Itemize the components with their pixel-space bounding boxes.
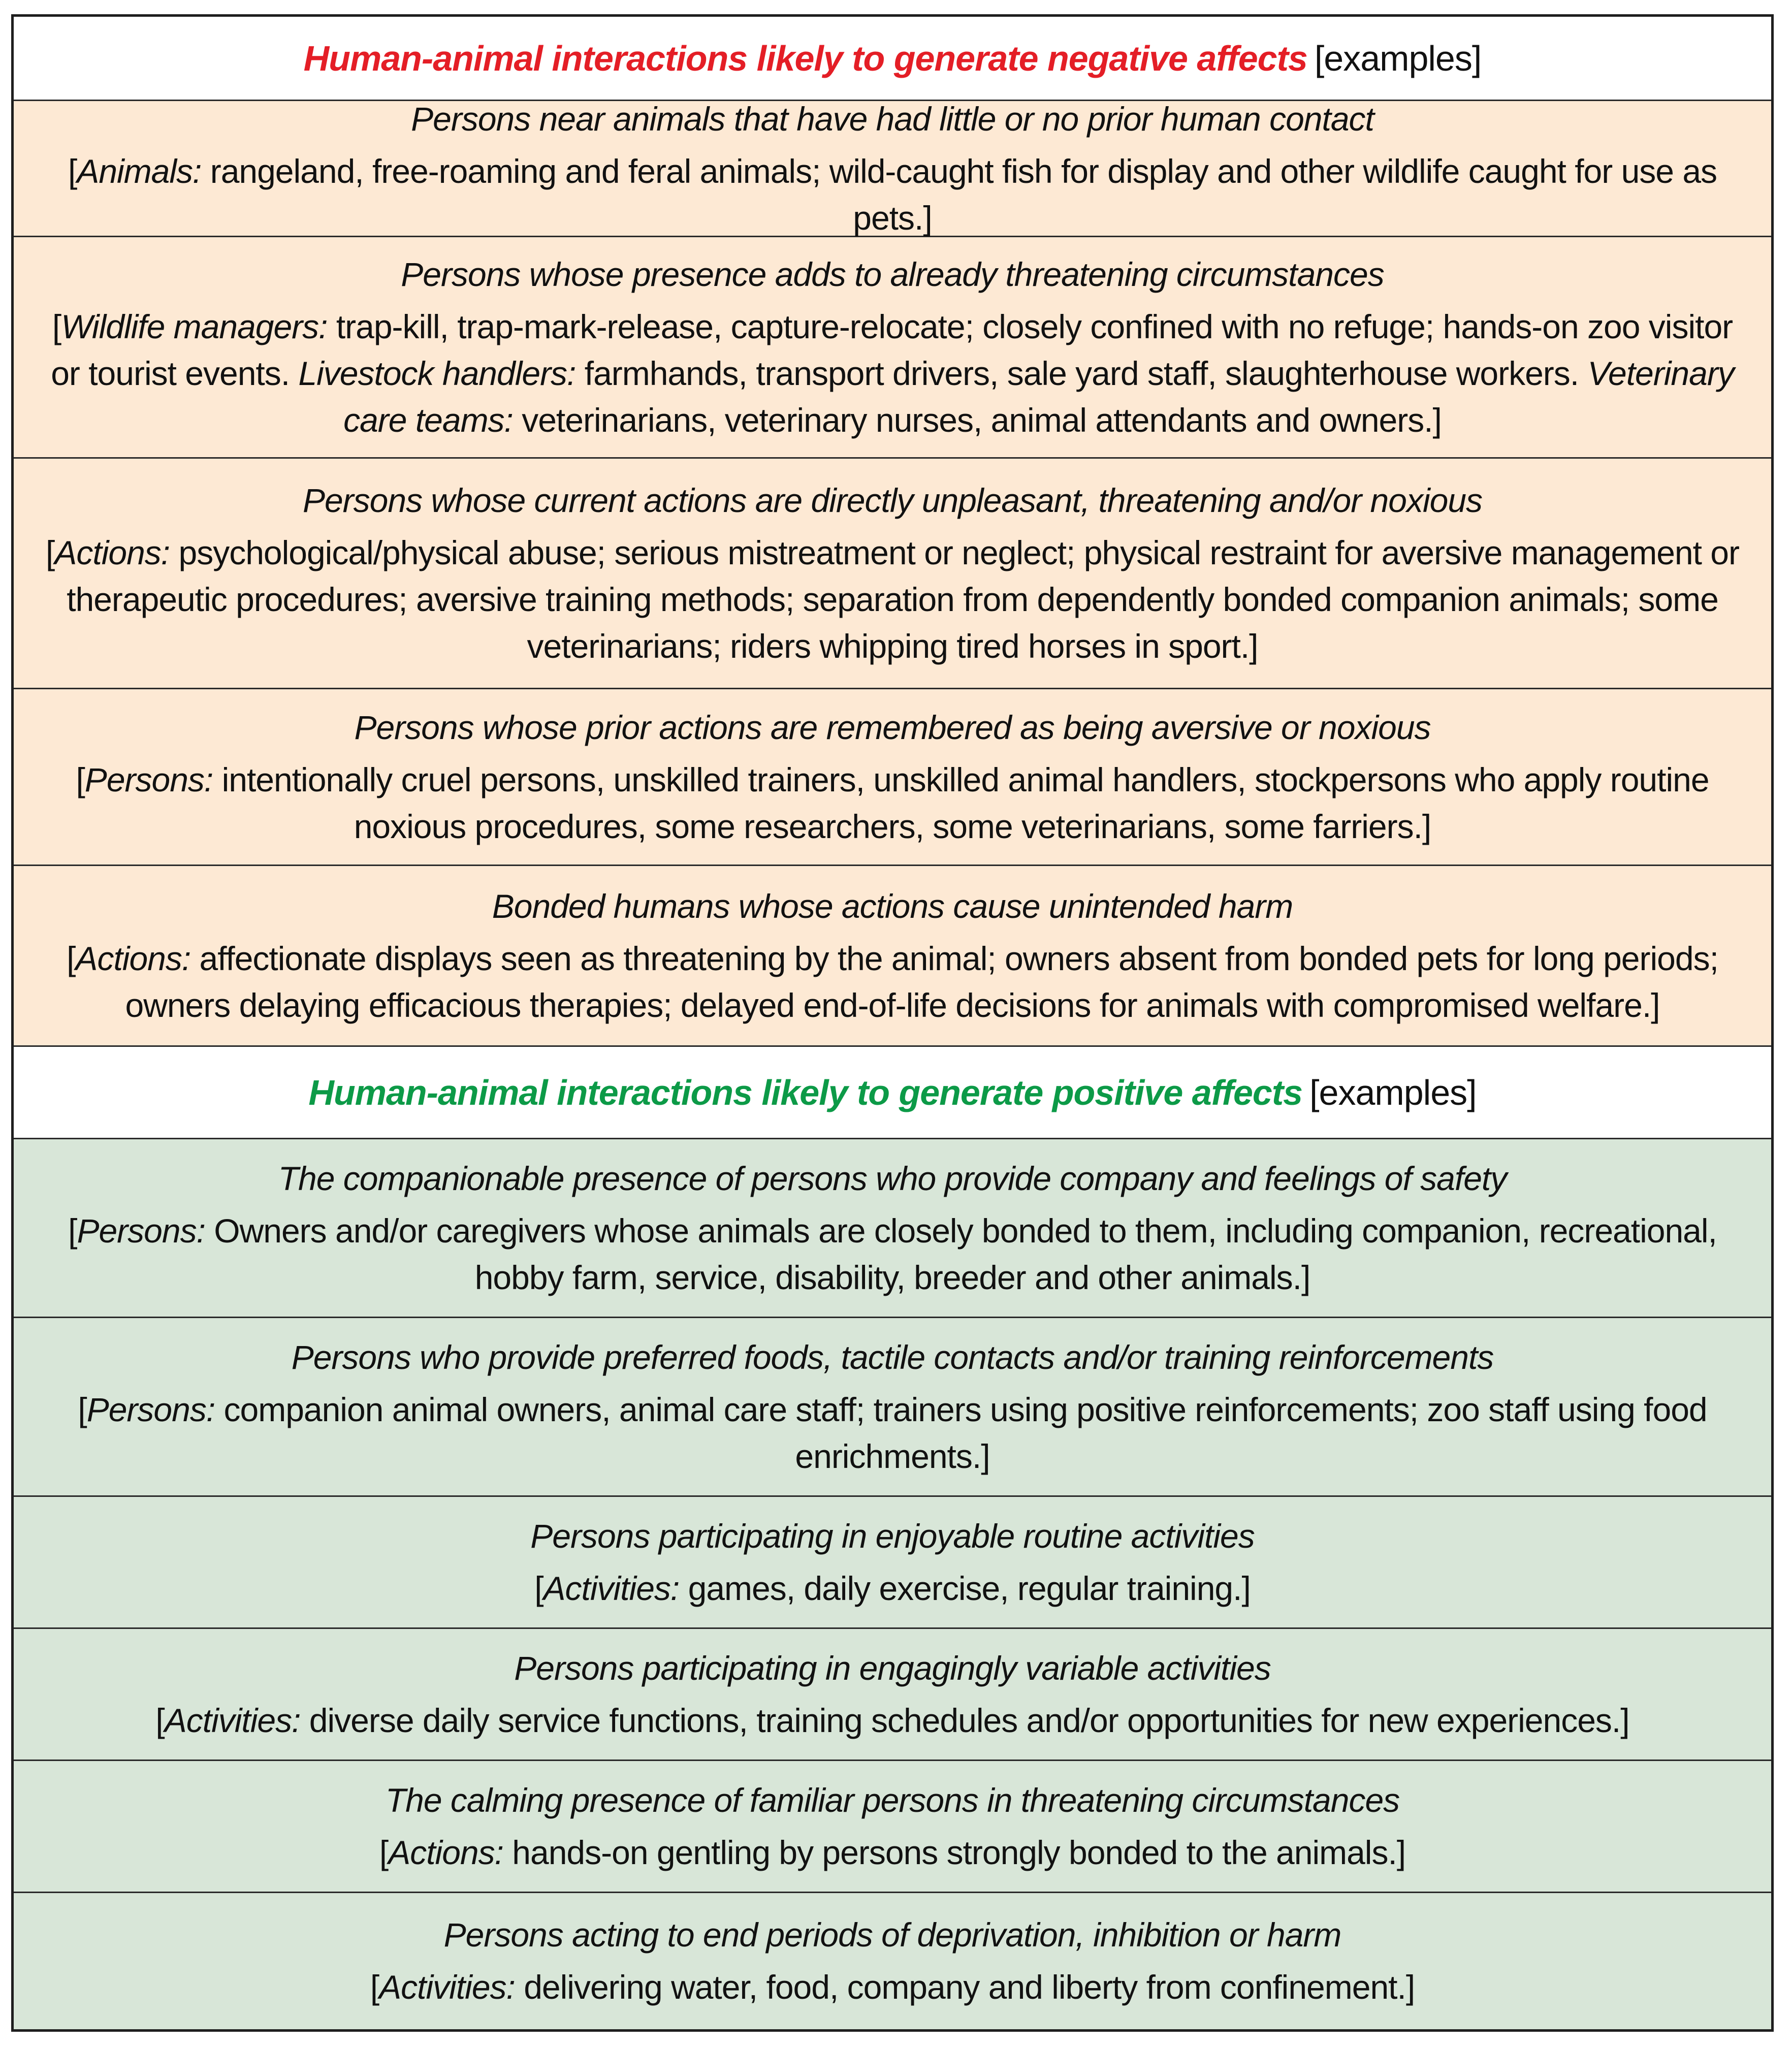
- item-title: Persons who provide preferred foods, tactile contacts and/or training reinforcements: [291, 1338, 1494, 1376]
- negative-heading-row: [14, 17, 1771, 101]
- negative-item-row: [14, 689, 1771, 866]
- detail-text: hands-on gentling by persons strongly bonded to the animals.]: [503, 1833, 1406, 1871]
- item-title: Persons whose current actions are directly unpleasant, threatening and/or noxious: [302, 481, 1483, 519]
- item-detail: [34, 148, 1751, 241]
- detail-lead-2: Livestock handlers:: [298, 354, 576, 392]
- item-detail: [34, 935, 1751, 1029]
- positive-item-row: [14, 1629, 1771, 1761]
- positive-item-row: [14, 1497, 1771, 1629]
- detail-open-bracket: [: [76, 760, 85, 798]
- positive-item-row: [14, 1893, 1771, 2029]
- affect-table: [11, 14, 1774, 2032]
- item-title: The companionable presence of persons who provide company and feelings of safety: [278, 1159, 1507, 1197]
- detail-open-bracket: [: [379, 1833, 389, 1871]
- detail-lead: Wildlife managers:: [61, 307, 328, 345]
- positive-item-row: [14, 1761, 1771, 1893]
- detail-text-2: farmhands, transport drivers, sale yard staff, slaughterhouse workers.: [575, 354, 1588, 392]
- item-detail: [34, 1207, 1751, 1301]
- negative-item-row: [14, 459, 1771, 689]
- positive-item-row: [14, 1318, 1771, 1497]
- detail-lead: Persons:: [86, 1390, 215, 1428]
- positive-heading-row: [14, 1047, 1771, 1139]
- detail-open-bracket: [: [68, 152, 77, 190]
- detail-lead: Actions:: [54, 533, 170, 571]
- detail-lead: Activities:: [543, 1569, 680, 1607]
- item-detail: [370, 1964, 1415, 2010]
- item-title: Persons near animals that have had little or no prior human contact: [411, 100, 1374, 138]
- detail-open-bracket: [: [534, 1569, 543, 1607]
- detail-text: psychological/physical abuse; serious mistreatment or neglect; physical restraint for aversive management or therapeutic procedures; aversive training methods; separation from dependently bonded companion animals; some veterinarians; riders whipping tired horses in sport.]: [67, 533, 1739, 665]
- positive-heading-line: [308, 1072, 1476, 1113]
- item-title: Persons whose presence adds to already threatening circumstances: [401, 255, 1384, 293]
- negative-heading-line: [304, 38, 1482, 79]
- detail-lead: Persons:: [84, 760, 213, 798]
- detail-open-bracket: [: [68, 1211, 77, 1250]
- detail-open-bracket: [: [370, 1968, 379, 2006]
- detail-text: delivering water, food, company and liberty from confinement.]: [515, 1968, 1415, 2006]
- item-title: Persons whose prior actions are remembered as being aversive or noxious: [354, 708, 1431, 746]
- detail-lead: Actions:: [75, 939, 191, 977]
- detail-lead: Actions:: [388, 1833, 503, 1871]
- detail-open-bracket: [: [46, 533, 55, 571]
- detail-text: rangeland, free-roaming and feral animals; wild-caught fish for display and other wildlife caught for use as pets.]: [201, 152, 1717, 237]
- detail-text: companion animal owners, animal care staff; trainers using positive reinforcements; zoo staff using food enrichments.]: [215, 1390, 1707, 1475]
- detail-lead: Activities:: [379, 1968, 515, 2006]
- negative-item-row: [14, 101, 1771, 237]
- item-detail: [34, 756, 1751, 850]
- item-detail: [34, 303, 1751, 443]
- detail-open-bracket: [: [78, 1390, 87, 1428]
- detail-text: Owners and/or caregivers whose animals are closely bonded to them, including companion, recreational, hobby farm, service, disability, breeder and other animals.]: [205, 1211, 1717, 1296]
- positive-item-row: [14, 1139, 1771, 1318]
- detail-text: games, daily exercise, regular training.]: [679, 1569, 1251, 1607]
- item-title: Bonded humans whose actions cause unintended harm: [492, 887, 1293, 925]
- item-title: Persons participating in enjoyable routine activities: [530, 1517, 1255, 1555]
- detail-open-bracket: [: [52, 307, 61, 345]
- item-title: Persons participating in engagingly variable activities: [514, 1649, 1271, 1687]
- positive-heading-suffix: [examples]: [1309, 1072, 1477, 1112]
- detail-text: diverse daily service functions, training schedules and/or opportunities for new experiences.]: [300, 1701, 1629, 1739]
- negative-heading-suffix: [examples]: [1314, 38, 1482, 78]
- detail-lead: Animals:: [77, 152, 202, 190]
- negative-item-row: [14, 866, 1771, 1047]
- detail-lead: Activities:: [164, 1701, 301, 1739]
- item-title: Persons acting to end periods of deprivation, inhibition or harm: [443, 1916, 1341, 1954]
- item-detail: [379, 1829, 1405, 1876]
- detail-open-bracket: [: [67, 939, 76, 977]
- item-detail: [534, 1565, 1251, 1612]
- detail-text: intentionally cruel persons, unskilled trainers, unskilled animal handlers, stockpersons who apply routine noxious procedures, some researchers, some veterinarians, some farriers.]: [213, 760, 1709, 845]
- detail-text: affectionate displays seen as threatening by the animal; owners absent from bonded pets for long periods; owners delaying efficacious therapies; delayed end-of-life decisions for animals with compromised welfare.]: [125, 939, 1718, 1024]
- detail-text: trap-kill, trap-mark-release, capture-relocate; closely confined with no refuge; hands-on zoo visitor or tourist events.: [51, 307, 1733, 392]
- negative-item-row: [14, 237, 1771, 459]
- detail-text-3: veterinarians, veterinary nurses, animal attendants and owners.]: [513, 401, 1442, 439]
- detail-lead-3: Veterinary care teams:: [343, 354, 1734, 439]
- item-title: The calming presence of familiar persons in threatening circumstances: [385, 1781, 1400, 1819]
- detail-open-bracket: [: [155, 1701, 165, 1739]
- detail-lead: Persons:: [77, 1211, 205, 1250]
- item-detail: [34, 1386, 1751, 1480]
- item-detail: [155, 1697, 1629, 1744]
- item-detail: [34, 529, 1751, 669]
- negative-heading-title: Human-animal interactions likely to generate negative affects: [303, 38, 1307, 78]
- positive-heading-title: Human-animal interactions likely to generate positive affects: [308, 1072, 1303, 1112]
